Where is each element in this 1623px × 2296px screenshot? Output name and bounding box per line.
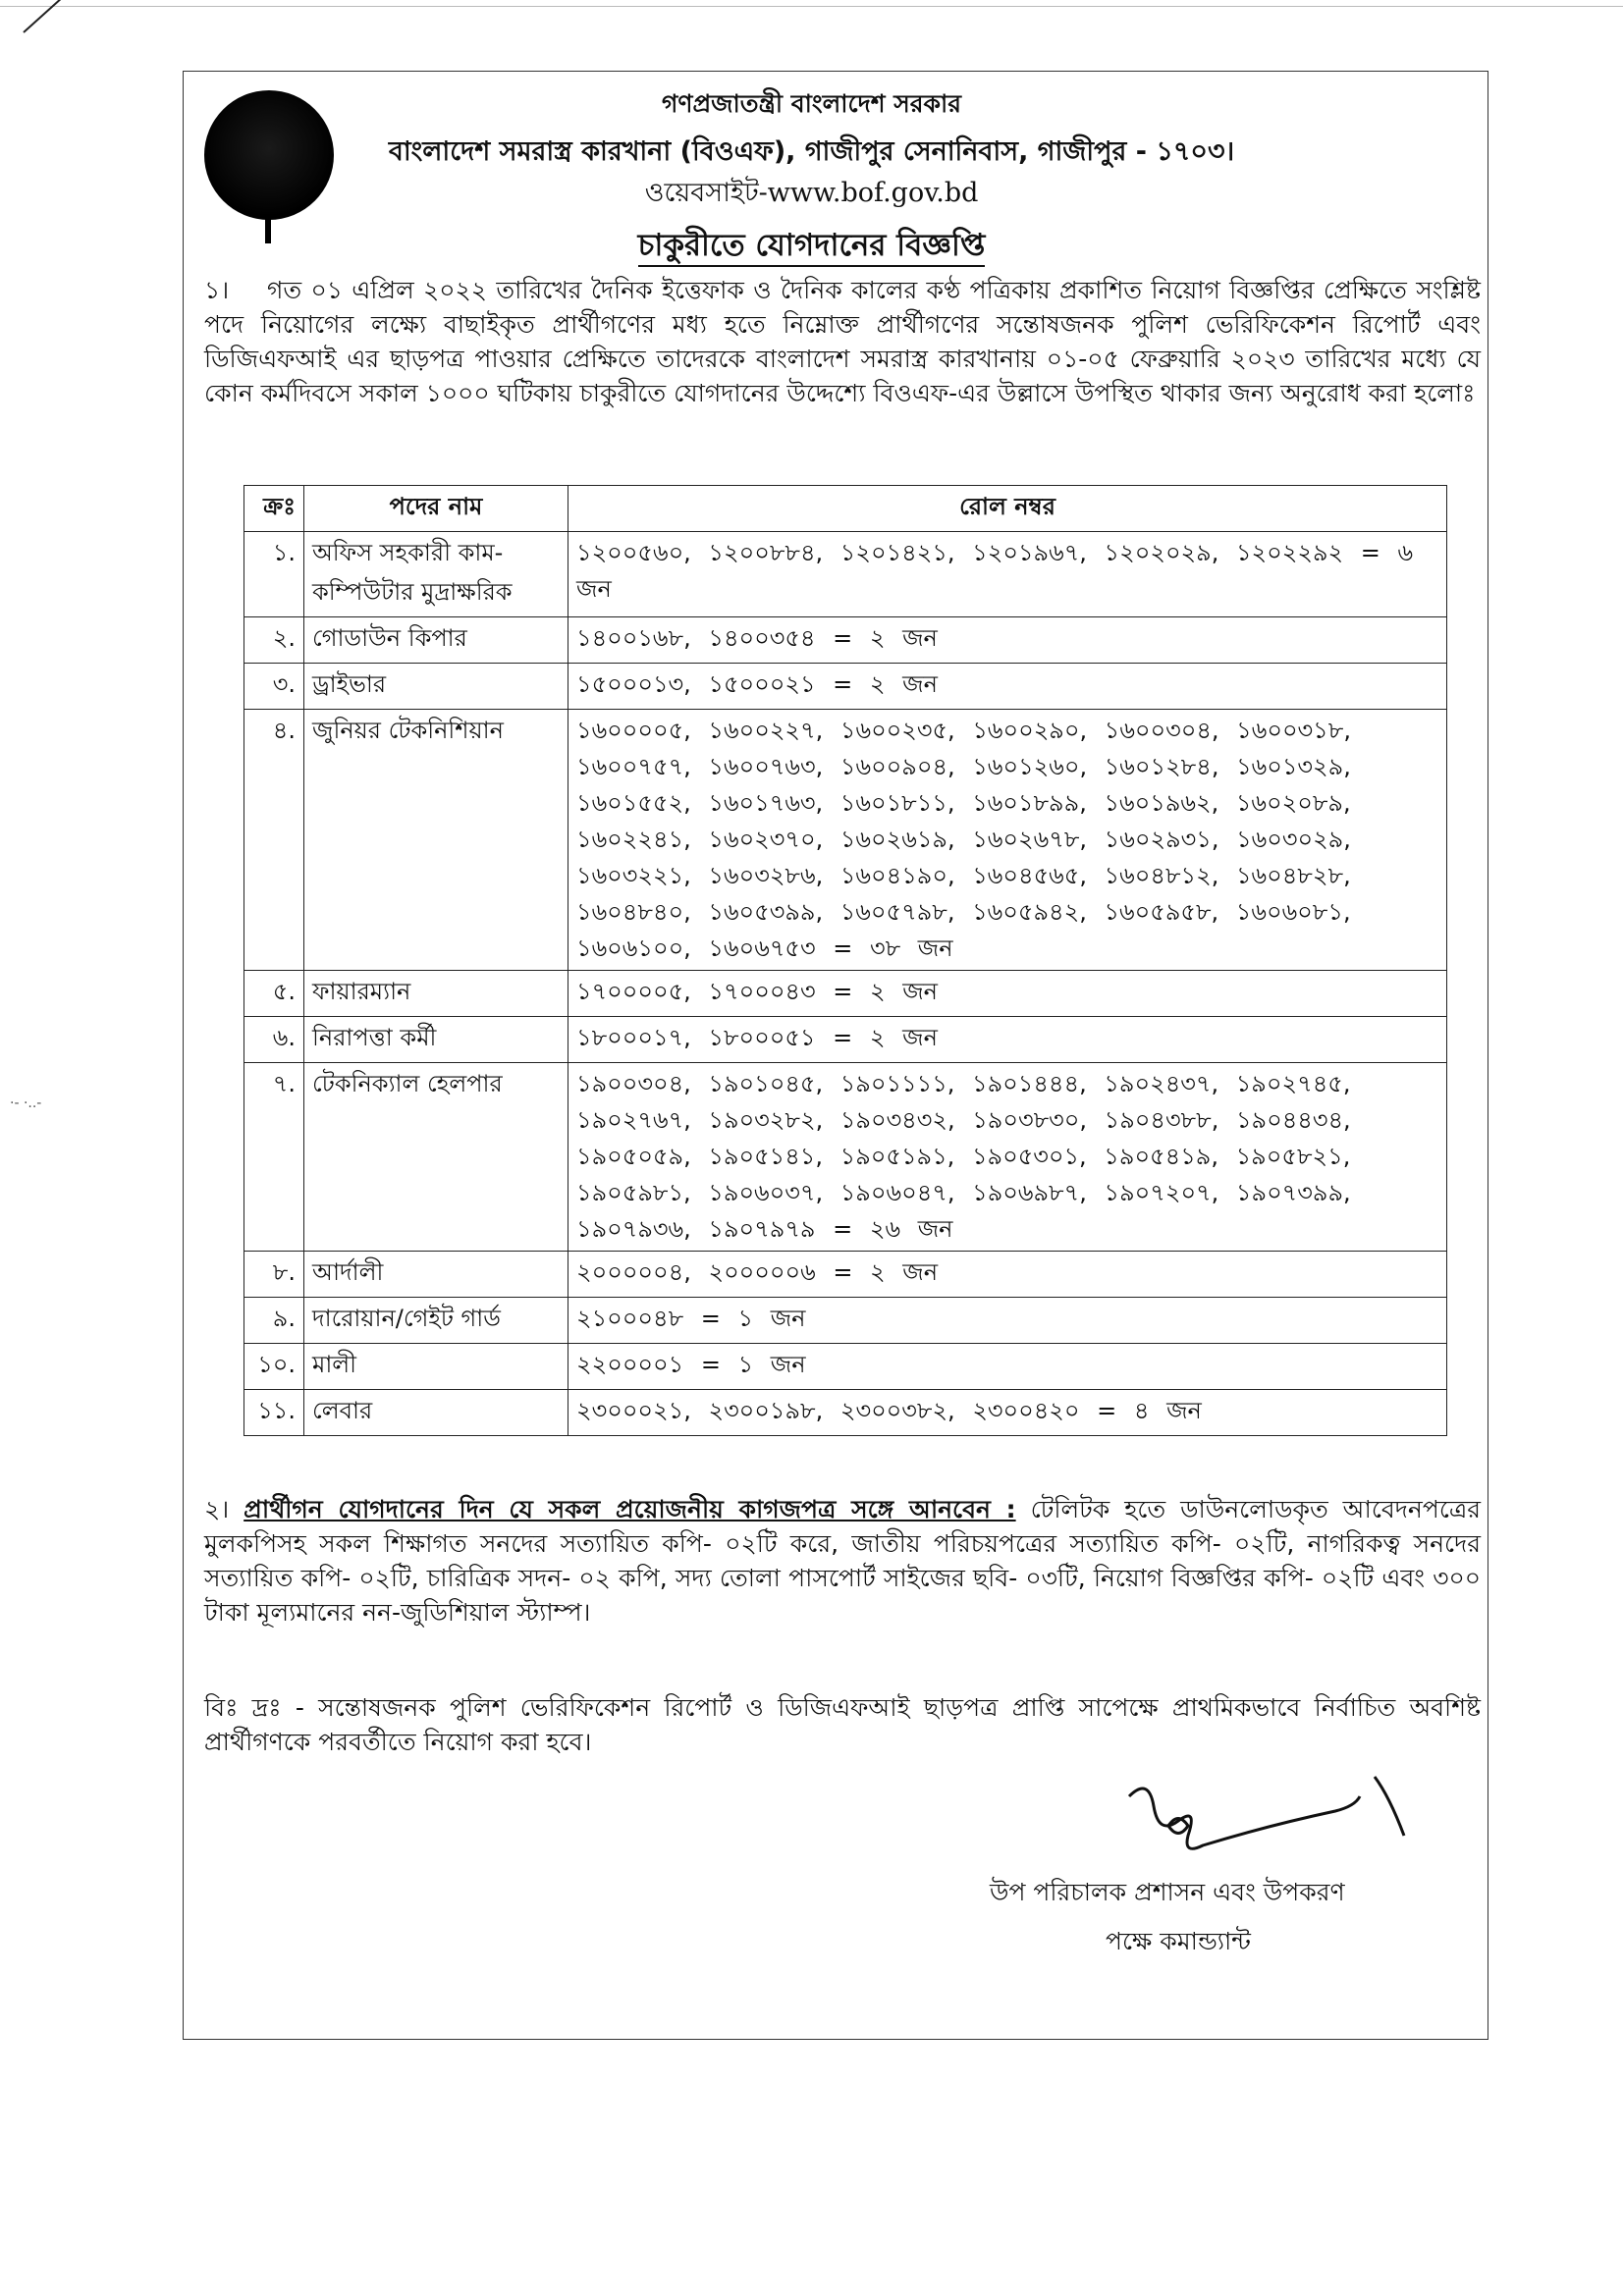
signatory-designation: উপ পরিচালক প্রশাসন এবং উপকরণ (990, 1878, 1345, 1906)
row-rolls: ১৮০০০১৭, ১৮০০০৫১ = ২ জন (568, 1017, 1447, 1063)
handwritten-signature (1109, 1767, 1424, 1865)
paragraph-2-text: টেলিটক হতে ডাউনলোডকৃত আবেদনপত্রের মুলকপিসহ সকল শিক্ষাগত সনদের সত্যায়িত কপি- ০২টি করে, জাতীয় পরিচয়পত্রের সত্যায়িত কপি- ০২টি, নাগরিকত্ব সনদের সত্যায়িত কপি- ০২টি, চারিত্রিক সদন- ০২ কপি, সদ্য তোলা পাসপোর্ট সাইজের ছবি- ০৩টি, নিয়োগ বিজ্ঞপ্তির কপি- ০২টি এবং ৩০০ টাকা মূল্যমানের নন-জুডিশিয়াল স্ট্যাম্প। (204, 1495, 1481, 1627)
table-row (244, 532, 1447, 617)
row-post: অফিস সহকারী কাম-কম্পিউটার মুদ্রাক্ষরিক (304, 532, 568, 617)
row-rolls: ১৫০০০১৩, ১৫০০০২১ = ২ জন (568, 664, 1447, 710)
required-documents-heading: প্রার্থীগন যোগদানের দিন যে সকল প্রয়োজনীয় কাগজপত্র সঙ্গে আনবেন : (243, 1495, 1016, 1523)
row-rolls: ১৯০০৩০৪, ১৯০১০৪৫, ১৯০১১১১, ১৯০১৪৪৪, ১৯০২৪৩৭, ১৯০২৭৪৫, ১৯০২৭৬৭, ১৯০৩২৮২, ১৯০৩৪৩২, ১৯০৩৮৩০, ১৯০৪৩৮৮, ১৯০৪৪৩৪, ১৯০৫০৫৯, ১৯০৫১৪১, ১৯০৫১৯১, ১৯০৫৩০১, ১৯০৫৪১৯, ১৯০৫৮২১, ১৯০৫৯৮১, ১৯০৬০৩৭, ১৯০৬০৪৭, ১৯০৬৯৮৭, ১৯০৭২০৭, ১৯০৭৩৯৯, ১৯০৭৯৩৬, ১৯০৭৯৭৯ = ২৬ জন (568, 1063, 1447, 1252)
row-post: মালী (304, 1344, 568, 1390)
row-serial: ১. (244, 532, 304, 617)
table-row (244, 1017, 1447, 1063)
row-serial: ৮. (244, 1252, 304, 1298)
table-row (244, 664, 1447, 710)
row-serial: ৯. (244, 1298, 304, 1344)
row-post: লেবার (304, 1390, 568, 1436)
row-rolls: ২২০০০০১ = ১ জন (568, 1344, 1447, 1390)
row-post: নিরাপত্তা কর্মী (304, 1017, 568, 1063)
organization-heading: বাংলাদেশ সমরাস্ত্র কারখানা (বিওএফ), গাজীপুর সেনানিবাস, গাজীপুর - ১৭০৩। (388, 136, 1235, 167)
row-rolls: ১৪০০১৬৮, ১৪০০৩৫৪ = ২ জন (568, 617, 1447, 664)
row-serial: ৫. (244, 971, 304, 1017)
row-rolls: ২০০০০০৪, ২০০০০০৬ = ২ জন (568, 1252, 1447, 1298)
notice-title: চাকুরীতে যোগদানের বিজ্ঞপ্তি (0, 222, 1623, 273)
header-roll: রোল নম্বর (568, 486, 1447, 532)
header-post: পদের নাম (304, 486, 568, 532)
row-post: আর্দালী (304, 1252, 568, 1298)
row-serial: ১১. (244, 1390, 304, 1436)
top-scan-edge (0, 6, 1623, 7)
table-row (244, 1344, 1447, 1390)
row-post: গোডাউন কিপার (304, 617, 568, 664)
row-post: টেকনিক্যাল হেলপার (304, 1063, 568, 1252)
government-heading: গণপ্রজাতন্ত্রী বাংলাদেশ সরকার (662, 89, 961, 118)
table-row (244, 617, 1447, 664)
paragraph-1 (204, 273, 1481, 410)
row-serial: ৪. (244, 710, 304, 971)
paragraph-1-text: গত ০১ এপ্রিল ২০২২ তারিখের দৈনিক ইত্তেফাক ও দৈনিক কালের কণ্ঠ পত্রিকায় প্রকাশিত নিয়োগ বিজ্ঞপ্তির প্রেক্ষিতে সংশ্লিষ্ট পদে নিয়োগের লক্ষ্যে বাছাইকৃত প্রার্থীগণের মধ্য হতে নিম্নোক্ত প্রার্থীগণের সন্তোষজনক পুলিশ ভেরিফিকেশন রিপোর্ট এবং ডিজিএফআই এর ছাড়পত্র পাওয়ার প্রেক্ষিতে তাদেরকে বাংলাদেশ সমরাস্ত্র কারখানায় ০১-০৫ ফেব্রুয়ারি ২০২৩ তারিখের মধ্যে যে কোন কর্মদিবসে সকাল ১০০০ ঘটিকায় চাকুরীতে যোগদানের উদ্দেশ্যে বিওএফ-এর উল্লাসে উপস্থিত থাকার জন্য অনুরোধ করা হলোঃ (204, 276, 1481, 407)
table-row (244, 1252, 1447, 1298)
row-post: ড্রাইভার (304, 664, 568, 710)
table-row (244, 710, 1447, 971)
row-post: জুনিয়র টেকনিশিয়ান (304, 710, 568, 971)
row-rolls: ১৬০০০০৫, ১৬০০২২৭, ১৬০০২৩৫, ১৬০০২৯০, ১৬০০৩০৪, ১৬০০৩১৮, ১৬০০৭৫৭, ১৬০০৭৬৩, ১৬০০৯০৪, ১৬০১২৬০, ১৬০১২৮৪, ১৬০১৩২৯, ১৬০১৫৫২, ১৬০১৭৬৩, ১৬০১৮১১, ১৬০১৮৯৯, ১৬০১৯৬২, ১৬০২০৮৯, ১৬০২২৪১, ১৬০২৩৭০, ১৬০২৬১৯, ১৬০২৬৭৮, ১৬০২৯৩১, ১৬০৩০২৯, ১৬০৩২২১, ১৬০৩২৮৬, ১৬০৪১৯০, ১৬০৪৫৬৫, ১৬০৪৮১২, ১৬০৪৮২৮, ১৬০৪৮৪০, ১৬০৫৩৯৯, ১৬০৫৭৯৮, ১৬০৫৯৪২, ১৬০৫৯৫৮, ১৬০৬০৮১, ১৬০৬১০০, ১৬০৬৭৫৩ = ৩৮ জন (568, 710, 1447, 971)
scan-specks: ·- ·..- (10, 1095, 42, 1111)
row-rolls: ১২০০৫৬০, ১২০০৮৮৪, ১২০১৪২১, ১২০১৯৬৭, ১২০২০২৯, ১২০২২৯২ = ৬ জন (568, 532, 1447, 617)
row-rolls: ২১০০০৪৮ = ১ জন (568, 1298, 1447, 1344)
paragraph-2 (204, 1492, 1481, 1629)
signatory-on-behalf: পক্ষে কমান্ড্যান্ট (1106, 1927, 1251, 1955)
note-paragraph: বিঃ দ্রঃ - সন্তোষজনক পুলিশ ভেরিফিকেশন রিপোর্ট ও ডিজিএফআই ছাড়পত্র প্রাপ্তি সাপেক্ষে প্রাথমিকভাবে নির্বাচিত অবশিষ্ট প্রার্থীগণকে পরবর্তীতে নিয়োগ করা হবে। (204, 1693, 1481, 1756)
paragraph-2-number: ২। (204, 1495, 230, 1523)
row-serial: ৬. (244, 1017, 304, 1063)
row-rolls: ১৭০০০০৫, ১৭০০০৪৩ = ২ জন (568, 971, 1447, 1017)
roll-number-table (243, 485, 1447, 1436)
row-post: ফায়ারম্যান (304, 971, 568, 1017)
paragraph-1-number: ১। (204, 276, 230, 304)
row-serial: ১০. (244, 1344, 304, 1390)
row-post: দারোয়ান/গেইট গার্ড (304, 1298, 568, 1344)
table-header-row (244, 486, 1447, 532)
website-line: ওয়েবসাইট-www.bof.gov.bd (644, 178, 979, 208)
table-row (244, 1298, 1447, 1344)
row-serial: ৭. (244, 1063, 304, 1252)
row-serial: ৩. (244, 664, 304, 710)
row-serial: ২. (244, 617, 304, 664)
table-row (244, 1063, 1447, 1252)
header-serial: ক্রঃ (244, 486, 304, 532)
row-rolls: ২৩০০০২১, ২৩০০১৯৮, ২৩০০৩৮২, ২৩০০৪২০ = ৪ জন (568, 1390, 1447, 1436)
table-row (244, 1390, 1447, 1436)
table-row (244, 971, 1447, 1017)
